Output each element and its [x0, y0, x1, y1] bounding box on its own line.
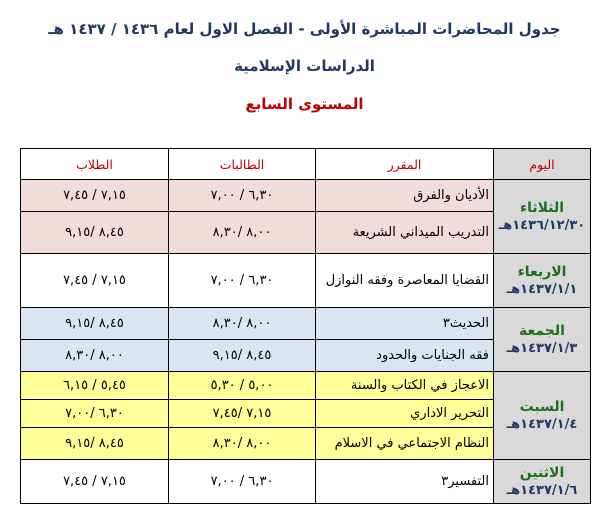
level-title: المستوى السابع: [245, 95, 364, 113]
course-cell: الاعجاز في الكتاب والسنة: [316, 372, 494, 400]
table-row: [21, 254, 591, 308]
male-time-cell: ٦,٣٠ /٧,٠٠: [21, 400, 169, 428]
column-header-course: المقرر: [316, 149, 494, 180]
day-cell: [494, 372, 591, 460]
table-row: [21, 460, 591, 504]
male-time-cell: ٨,٠٠ /٨,٣٠: [21, 340, 169, 372]
column-header-day: اليوم: [494, 149, 591, 180]
day-cell: [494, 460, 591, 504]
day-name: الجمعة: [519, 322, 565, 339]
day-date: ١٤٣٦/١٢/٣٠هـ: [498, 217, 586, 233]
department-title: الدراسات الإسلامية: [234, 57, 375, 75]
day-cell: [494, 308, 591, 372]
male-time-cell: ٨,٤٥ /٩,١٥: [21, 428, 169, 460]
female-time-cell: ٦,٣٠ / ٧,٠٠: [169, 180, 316, 212]
day-date: ١٤٣٧/١/٦هـ: [506, 482, 578, 498]
course-cell: التفسير٣: [316, 460, 494, 504]
day-cell: [494, 180, 591, 254]
table-header-row: [21, 149, 591, 180]
female-time-cell: ٨,٠٠ /٨,٣٠: [169, 428, 316, 460]
female-time-cell: ٦,٣٠ / ٧,٠٠: [169, 254, 316, 308]
day-cell: [494, 254, 591, 308]
course-cell: القضايا المعاصرة وفقه النوازل: [316, 254, 494, 308]
day-date: ١٤٣٧/١/٤هـ: [506, 416, 578, 432]
female-time-cell: ٦,٣٠ / ٧,٠٠: [169, 460, 316, 504]
course-cell: فقه الجنايات والحدود: [316, 340, 494, 372]
column-header-male: الطلاب: [21, 149, 169, 180]
page-title: جدول المحاضرات المباشرة الأولى - الفصل الاول لعام ١٤٣٦ / ١٤٣٧ هـ: [48, 20, 561, 38]
female-time-cell: ٨,٠٠ /٨,٣٠: [169, 308, 316, 340]
course-cell: الأديان والفرق: [316, 180, 494, 212]
course-cell: التحرير الاداري: [316, 400, 494, 428]
male-time-cell: ٧,١٥ / ٧,٤٥: [21, 180, 169, 212]
male-time-cell: ٧,١٥ / ٧,٤٥: [21, 254, 169, 308]
male-time-cell: ٧,١٥ / ٧,٤٥: [21, 460, 169, 504]
day-name: الاربعاء: [517, 263, 567, 280]
course-cell: التدريب الميداني الشريعة: [316, 212, 494, 254]
male-time-cell: ٥,٤٥ / ٦,١٥: [21, 372, 169, 400]
day-date: ١٤٣٧/١/٣هـ: [506, 340, 578, 356]
column-header-female: الطالبات: [169, 149, 316, 180]
course-cell: الحديث٣: [316, 308, 494, 340]
table-row: [21, 308, 591, 340]
day-name: السبت: [519, 398, 565, 415]
female-time-cell: ٥,٠٠ / ٥,٣٠: [169, 372, 316, 400]
female-time-cell: ٧,١٥ /٧,٤٥: [169, 400, 316, 428]
day-name: الاثنين: [519, 464, 565, 481]
male-time-cell: ٨,٤٥ /٩,١٥: [21, 212, 169, 254]
day-date: ١٤٣٧/١/١هـ: [506, 281, 578, 297]
male-time-cell: ٨,٤٥ /٩,١٥: [21, 308, 169, 340]
table-row: [21, 180, 591, 212]
table-row: [21, 372, 591, 400]
female-time-cell: ٨,٤٥ /٩,١٥: [169, 340, 316, 372]
schedule-table: [20, 148, 591, 504]
day-name: الثلاثاء: [519, 199, 565, 216]
female-time-cell: ٨,٠٠ /٨,٣٠: [169, 212, 316, 254]
course-cell: النظام الاجتماعي في الاسلام: [316, 428, 494, 460]
